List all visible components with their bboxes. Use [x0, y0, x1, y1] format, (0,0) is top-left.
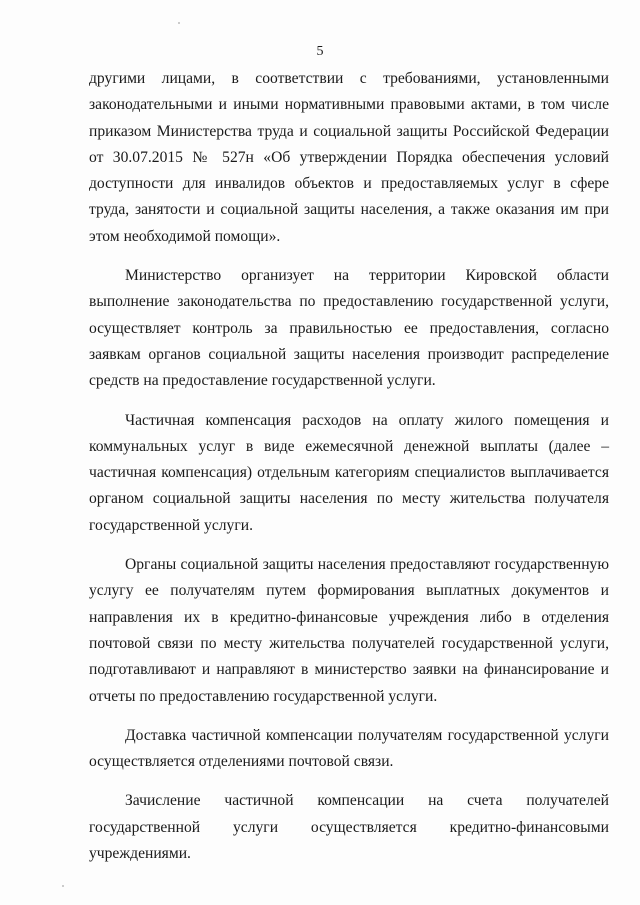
paragraph-social-protection-bodies: Органы социальной защиты населения предоставляют государственную услугу ее получателям путем формирования выплатных документов и направления их в кредитно-финансовые учреждения либо в отделения почтовой связи по месту жительства получателей государственной услуги, подготавливают и направляют в министерство заявки на финансирование и отчеты по предоставлению государственной услуги. — [89, 556, 609, 705]
page-number: 5 — [316, 44, 324, 59]
paragraph-partial-compensation: Частичная компенсация расходов на оплату жилого помещения и коммунальных услуг в виде ежемесячной денежной выплаты (далее – частичная компенсация) отдельным категориям специалистов выплачивается органом социальной защиты населения по месту жительства получателя государственной услуги. — [89, 411, 609, 534]
document-body — [89, 66, 609, 880]
paragraph-ministry-organizes: Министерство организует на территории Кировской области выполнение законодательства по предоставлению государственной услуги, осуществляет контроль за правильностью ее предоставления, согласно заявкам органов социальной защиты населения производит распределение средств на предоставление государственной услуги. — [89, 267, 609, 390]
paragraph-continuation: другими лицами, в соответствии с требованиями, установленными законодательными и иными нормативными правовыми актами, в том числе приказом Министерства труда и социальной защиты Российской Федерации от 30.07.2015 № 527н «Об утверждении Порядка обеспечения условий доступности для инвалидов объектов и предоставляемых услуг в сфере труда, занятости и социальной защиты населения, а также оказания им при этом необходимой помощи». — [89, 70, 609, 245]
scan-speck — [178, 22, 180, 24]
paragraph-crediting: Зачисление частичной компенсации на счета получателей государственной услуги осуществляется кредитно-финансовыми учреждениями. — [89, 792, 609, 863]
scan-speck — [62, 885, 64, 887]
paragraph-delivery: Доставка частичной компенсации получателям государственной услуги осуществляется отделениями почтовой связи. — [89, 726, 609, 771]
